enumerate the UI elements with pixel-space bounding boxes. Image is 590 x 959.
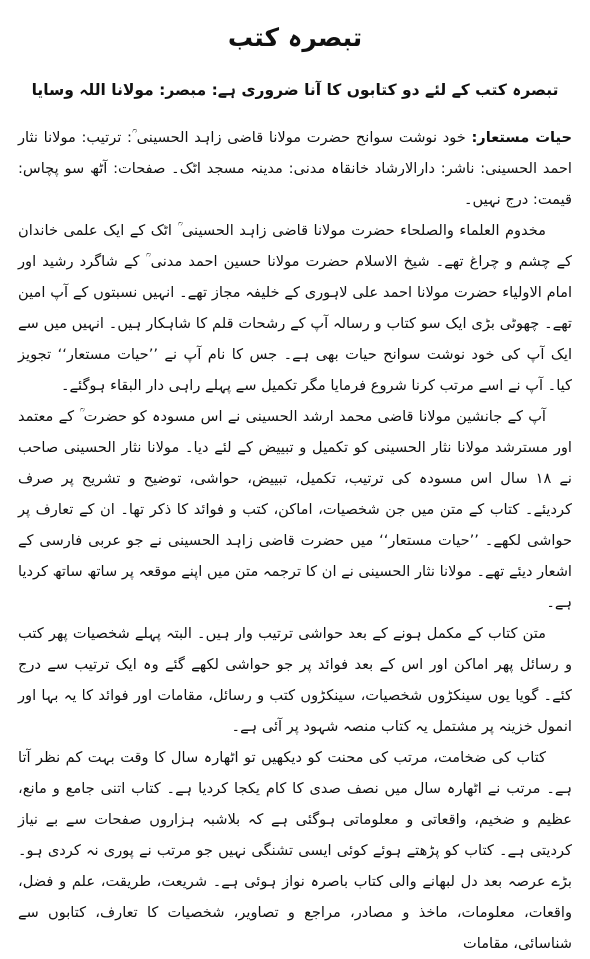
book-details: خود نوشت سوانح حضرت مولانا قاضی زاہد الحسینی ؒ: ترتیب: مولانا نثار احمد الحسینی: ناشر: دارالارشاد خانقاہ مدنی: مدینہ مسجد اٹک۔ صفحات: آٹھ سو پچاس: قیمت: درج نہیں۔	[18, 128, 572, 208]
book-title-label: حیات مستعار:	[471, 128, 573, 146]
book-info	[18, 122, 572, 215]
review-subtitle: تبصرہ کتب کے لئے دو کتابوں کا آنا ضروری ہے: مبصر: مولانا اللہ وسایا	[31, 80, 559, 99]
paragraph-3: متن کتاب کے مکمل ہونے کے بعد حواشی ترتیب وار ہیں۔ البتہ پہلے شخصیات پھر کتب و رسائل پھر اماکن اور اس کے بعد فوائد پر جو حواشی لکھے گئے وہ ایک ترتیب سے درج کئے۔ گویا یوں سینکڑوں شخصیات، سینکڑوں کتب و رسائل، مقامات اور فوائد کا یہ بہا اور انمول خزینہ پر مشتمل یہ کتاب منصہ شہود پر آئی ہے۔	[18, 624, 572, 735]
paragraph-4: کتاب کی ضخامت، مرتب کی محنت کو دیکھیں تو اٹھارہ سال کا وقت بہت کم نظر آتا ہے۔ مرتب نے اٹھارہ سال میں نصف صدی کا کام یکجا کردیا ہے۔ کتاب اتنی جامع و مانع، عظیم و ضخیم، واقعاتی و معلوماتی ہوگئی ہے کہ بلاشبہ ہزاروں صفحات سے بے نیاز کردیتی ہے۔ کتاب کو پڑھتے ہوئے کوئی ایسی تشنگی نہیں جو مرتب نے پوری نہ کردی ہو۔ بڑے عرصہ بعد دل لبھانے والی کتاب باصرہ نواز ہوئی ہے۔ شریعت، طریقت، علم و فضل، واقعات، معلومات، ماخذ و مصادر، مراجع و تصاویر، شخصیات کا تعارف، کتابوں سے شناسائی، مقامات	[18, 748, 572, 952]
paragraph-2: آپ کے جانشین مولانا قاضی محمد ارشد الحسینی نے اس مسودہ کو حضرت ؒ کے معتمد اور مسترشد مولانا نثار الحسینی کو تکمیل و تبییض کے لئے دیا۔ مولانا نثار الحسینی صاحب نے ۱۸ سال اس مسودہ کی ترتیب، تکمیل، تبییض، حواشی، توضیح و تشریح پر صرف کردیئے۔ کتاب کے متن میں جن شخصیات، اماکن، کتب و فوائد کا ذکر تھا۔ ان کے تعارف پر حواشی لکھے۔ ’’حیات مستعار‘‘ میں حضرت قاضی زاہد الحسینی نے جو عربی فارسی کے اشعار دیئے تھے۔ مولانا نثار الحسینی نے ان کا ترجمہ متن میں اپنے موقعہ پر ساتھ ساتھ کردیا ہے۔	[18, 407, 572, 611]
paragraph-1: مخدوم العلماء والصلحاء حضرت مولانا قاضی زاہد الحسینی ؒ اٹک کے ایک علمی خاندان کے چشم و چراغ تھے۔ شیخ الاسلام حضرت مولانا حسین احمد مدنی ؒ کے شاگرد رشید اور امام الاولیاء حضرت مولانا احمد علی لاہوری کے خلیفہ مجاز تھے۔ انہیں نسبتوں کے آپ امین تھے۔ چھوٹی بڑی ایک سو کتاب و رسالہ آپ کے رشحات قلم کا شاہکار ہیں۔ انہیں میں سے ایک آپ کی خود نوشت سوانح حیات بھی ہے۔ جس کا نام آپ نے ’’حیات مستعار‘‘ تجویز کیا۔ آپ نے اسے مرتب کرنا شروع فرمایا مگر تکمیل سے پہلے راہی دار البقاء ہوگئے۔	[18, 221, 572, 394]
page-title: تبصرہ کتب	[227, 23, 363, 52]
